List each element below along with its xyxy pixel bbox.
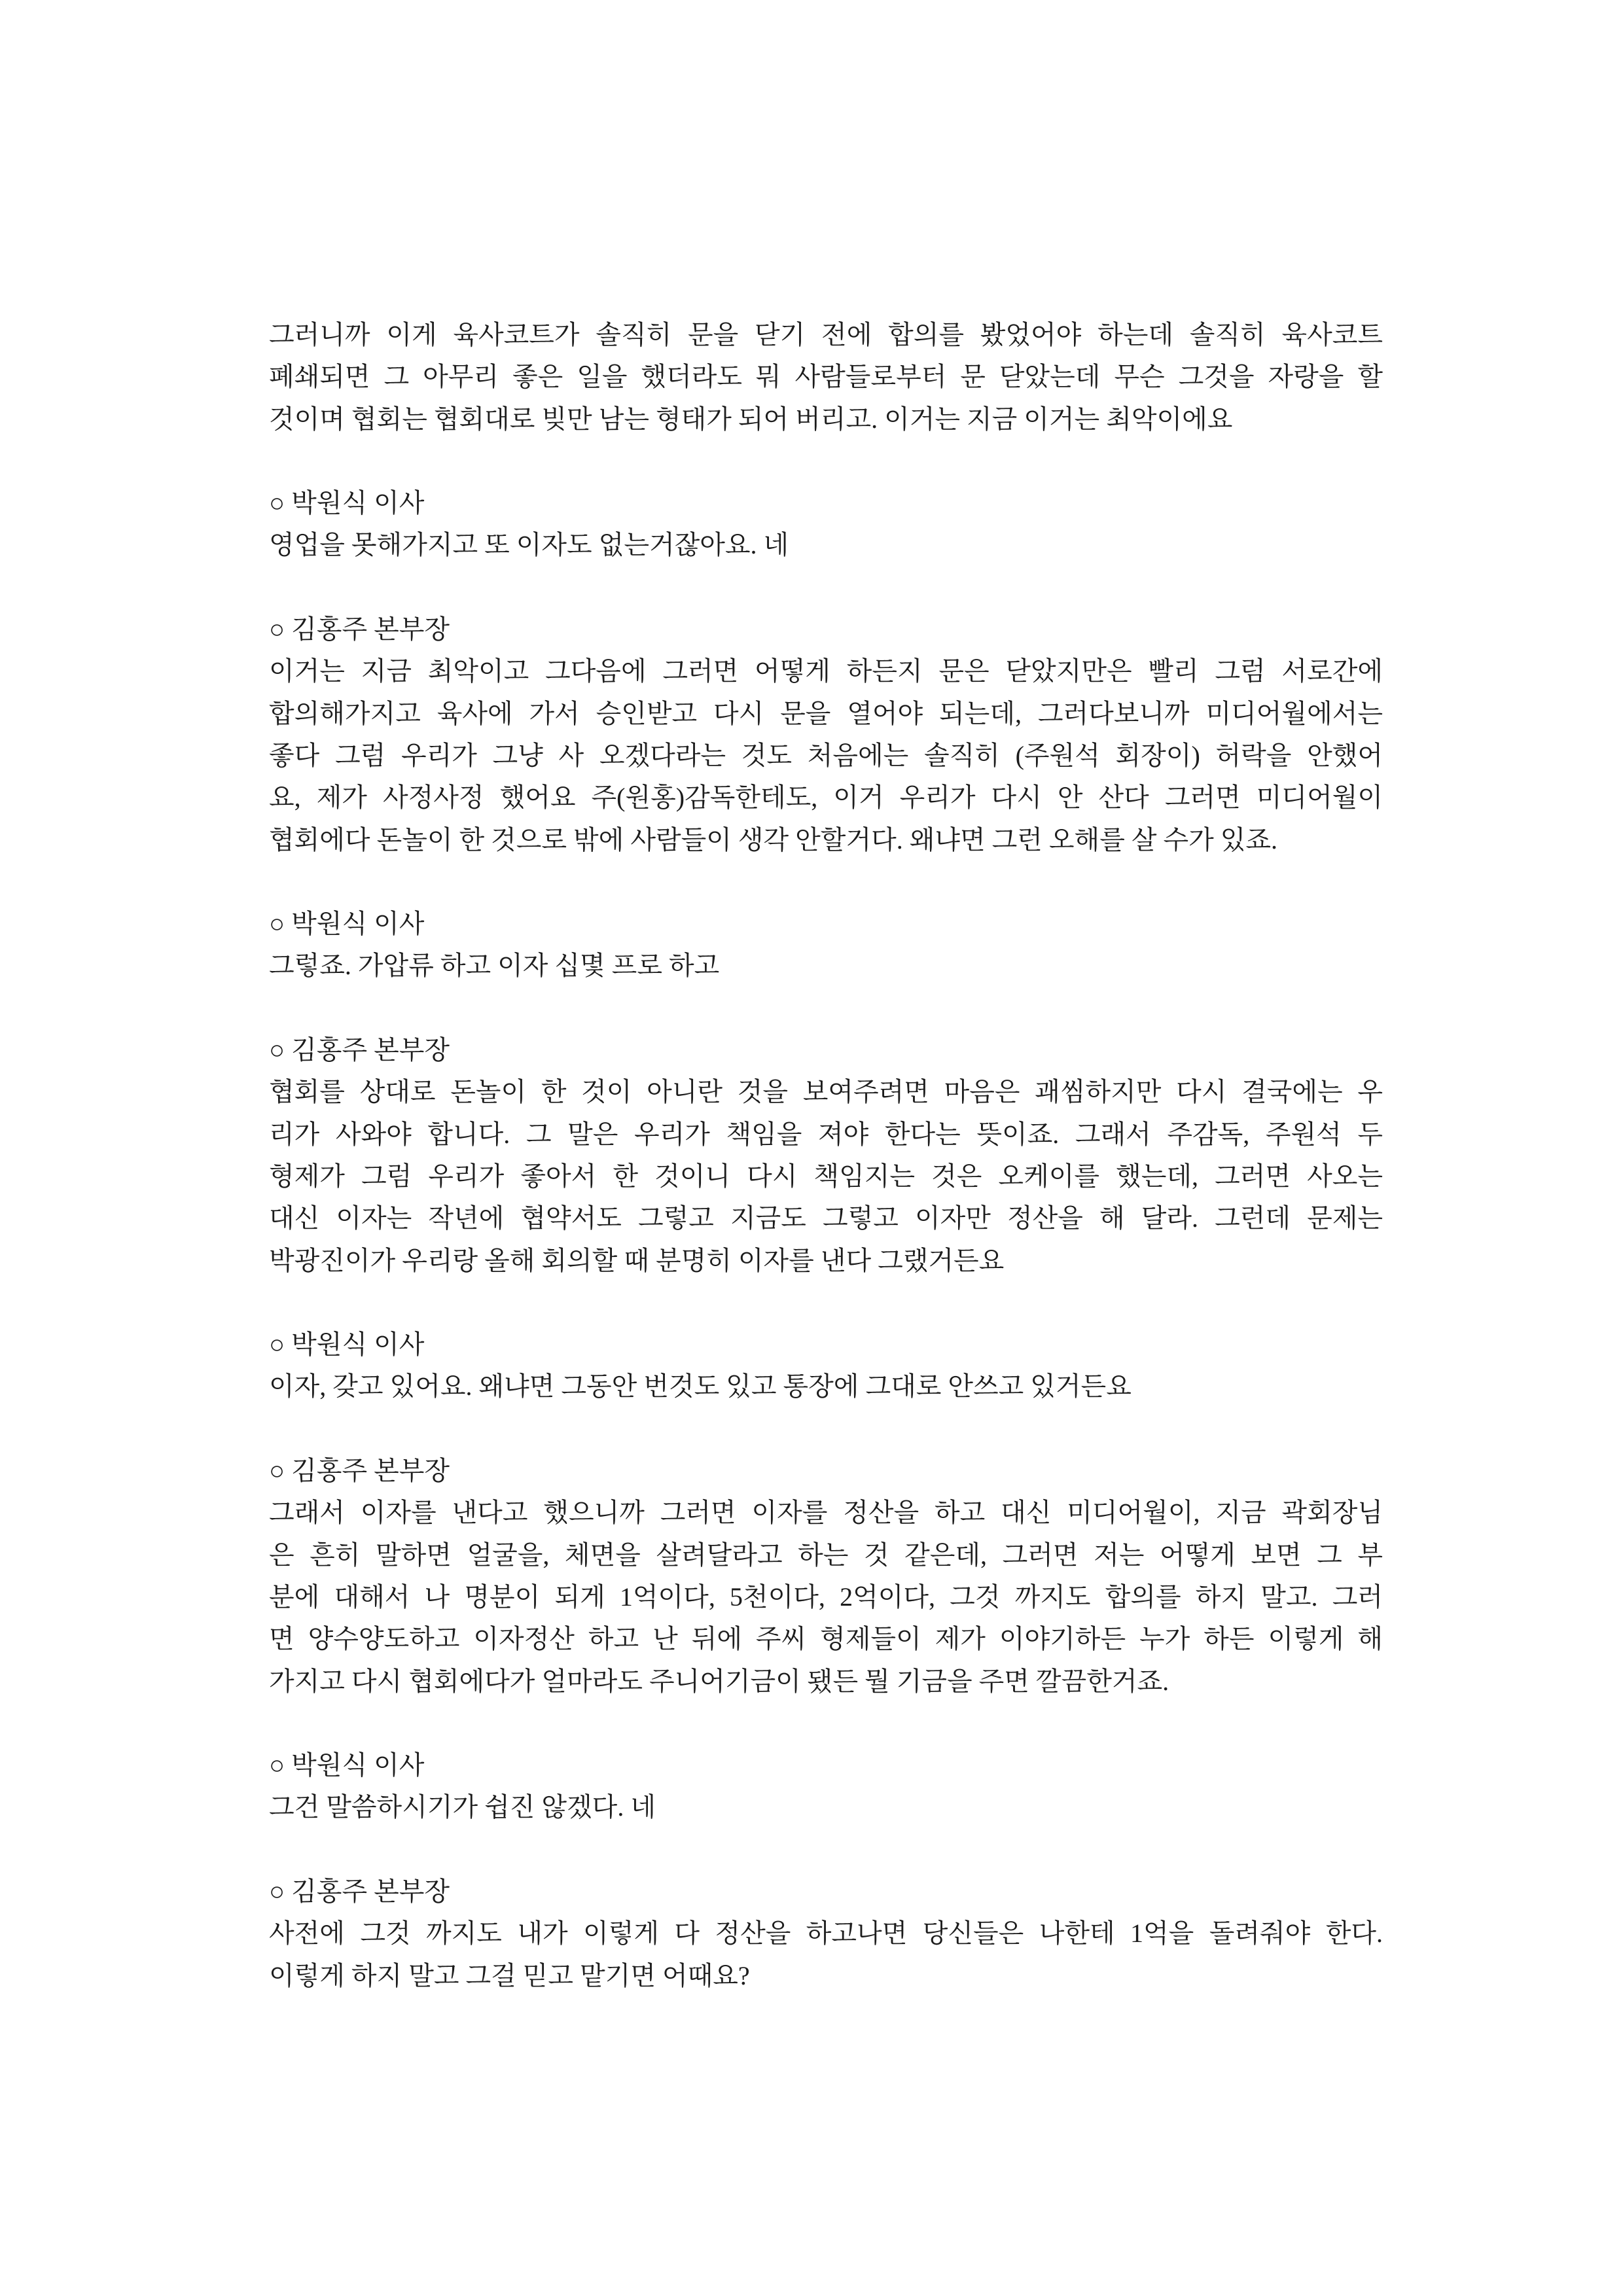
speaker-label: ○ 박원식 이사 [269,488,425,518]
transcript-line: 이렇게 하지 말고 그걸 믿고 맡기면 어때요? [269,1960,750,1990]
transcript-line: 면 양수양도하고 이자정산 하고 난 뒤에 주씨 형제들이 제가 이야기하든 누가 하든 이렇게 해 [269,1624,1383,1654]
transcript-line: 협회에다 돈놀이 한 것으로 밖에 사람들이 생각 안할거다. 왜냐면 그런 오해를 살 수가 있죠. [269,824,1278,855]
transcript-line: 형제가 그럼 우리가 좋아서 한 것이니 다시 책임지는 것은 오케이를 했는데, 그러면 사오는 [269,1161,1383,1191]
speech-block [269,1029,1383,1282]
transcript-line: 것이며 협회는 협회대로 빚만 남는 형태가 되어 버리고. 이거는 지금 이거는 최악이에요 [269,404,1233,434]
transcript-line: 요, 제가 사정사정 했어요 주(원홍)감독한테도, 이거 우리가 다시 안 산다 그러면 미디어월이 [269,783,1383,813]
speaker-label: ○ 김홍주 본부장 [269,1876,450,1906]
transcript-line: 그래서 이자를 낸다고 했으니까 그러면 이자를 정산을 하고 대신 미디어월이, 지금 곽회장님 [269,1498,1383,1528]
transcript-line: 폐쇄되면 그 아무리 좋은 일을 했더라도 뭐 사람들로부터 문 닫았는데 무슨 그것을 자랑을 할 [269,362,1383,392]
speech-block [269,1324,1383,1408]
speaker-label: ○ 김홍주 본부장 [269,1035,450,1065]
transcript-page-body [269,314,1383,1997]
speaker-label: ○ 박원식 이사 [269,1330,425,1360]
speaker-label: ○ 박원식 이사 [269,909,425,939]
transcript-line: 사전에 그것 까지도 내가 이렇게 다 정산을 하고나면 당신들은 나한테 1억을 돌려줘야 한다. [269,1918,1383,1949]
speaker-label: ○ 김홍주 본부장 [269,614,450,645]
speech-block [269,1744,1383,1829]
transcript-line: 협회를 상대로 돈놀이 한 것이 아니란 것을 보여주려면 마음은 괘씸하지만 다시 결국에는 우 [269,1077,1383,1107]
speech-block [269,482,1383,567]
transcript-line: 그러니까 이게 육사코트가 솔직히 문을 닫기 전에 합의를 봤었어야 하는데 솔직히 육사코트 [269,320,1383,349]
speech-block [269,1871,1383,1997]
transcript-line: 리가 사와야 합니다. 그 말은 우리가 책임을 져야 한다는 뜻이죠. 그래서 주감독, 주원석 두 [269,1119,1383,1149]
transcript-line: 영업을 못해가지고 또 이자도 없는거잖아요. 네 [269,530,789,560]
transcript-line: 분에 대해서 나 명분이 되게 1억이다, 5천이다, 2억이다, 그것 까지도 합의를 하지 말고. 그러 [269,1581,1383,1612]
transcript-line: 그렇죠. 가압류 하고 이자 십몇 프로 하고 [269,951,720,981]
speech-block [269,609,1383,861]
transcript-line: 좋다 그럼 우리가 그냥 사 오겠다라는 것도 처음에는 솔직히 (주원석 회장이) 허락을 안했어 [269,740,1383,770]
speech-block [269,903,1383,987]
speech-block [269,1450,1383,1703]
speaker-label: ○ 박원식 이사 [269,1750,425,1780]
transcript-line: 은 흔히 말하면 얼굴을, 체면을 살려달라고 하는 것 같은데, 그러면 저는 어떻게 보면 그 부 [269,1540,1383,1570]
transcript-line: 이자, 갖고 있어요. 왜냐면 그동안 번것도 있고 통장에 그대로 안쓰고 있거든요 [269,1371,1132,1402]
transcript-line: 박광진이가 우리랑 올해 회의할 때 분명히 이자를 낸다 그랬거든요 [269,1245,1005,1275]
transcript-line: 가지고 다시 협회에다가 얼마라도 주니어기금이 됐든 뭘 기금을 주면 깔끔한거죠. [269,1666,1169,1696]
transcript-line: 이거는 지금 최악이고 그다음에 그러면 어떻게 하든지 문은 닫았지만은 빨리 그럼 서로간에 [269,656,1383,686]
transcript-line: 합의해가지고 육사에 가서 승인받고 다시 문을 열어야 되는데, 그러다보니까 미디어월에서는 [269,698,1383,728]
transcript-line: 대신 이자는 작년에 협약서도 그렇고 지금도 그렇고 이자만 정산을 해 달라. 그런데 문제는 [269,1203,1383,1233]
speaker-label: ○ 김홍주 본부장 [269,1456,450,1486]
transcript-line: 그건 말씀하시기가 쉽진 않겠다. 네 [269,1792,656,1822]
opening-paragraph [269,314,1383,440]
